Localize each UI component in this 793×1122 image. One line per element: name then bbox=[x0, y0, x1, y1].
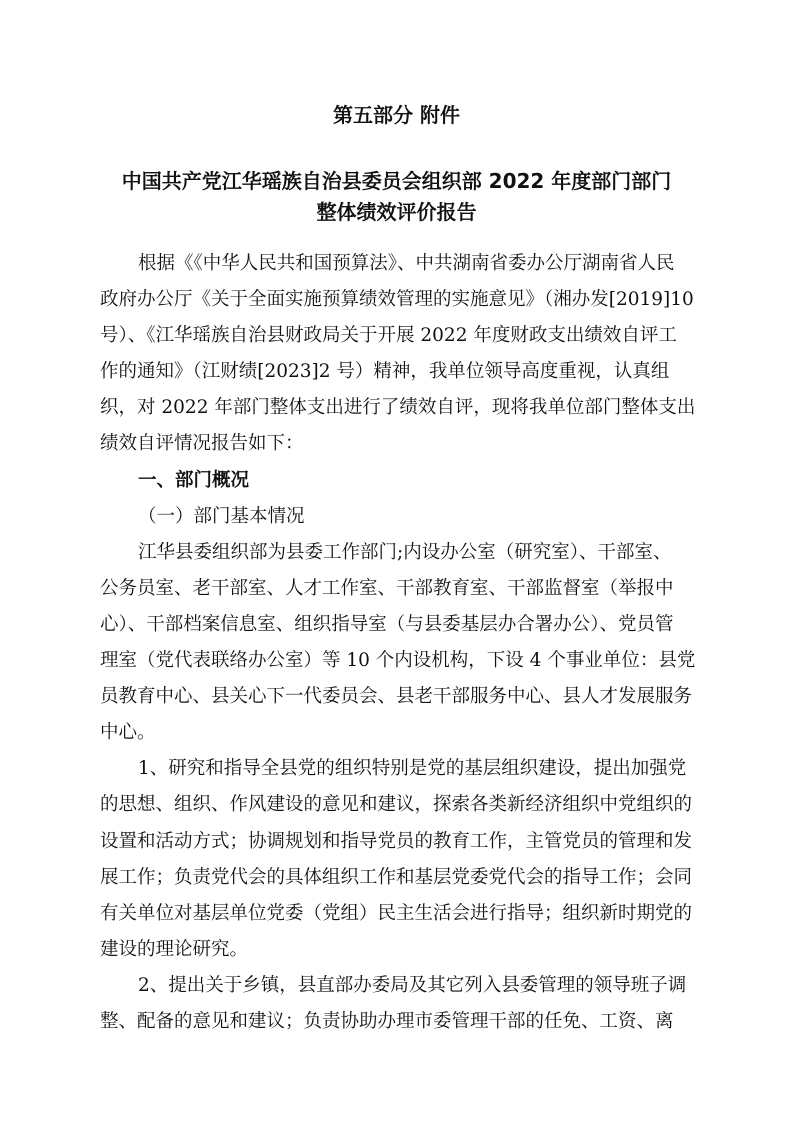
subsection-heading-basic-info: （一）部门基本情况 bbox=[138, 505, 305, 527]
document-body bbox=[100, 246, 700, 1040]
paragraph-line: 政府办公厅《关于全面实施预算绩效管理的实施意见》（湘办发[2019]10 bbox=[100, 289, 694, 311]
document-title-line-2: 整体绩效评价报告 bbox=[316, 200, 477, 224]
paragraph-line: 织，对 2022 年部门整体支出进行了绩效自评，现将我单位部门整体支出 bbox=[100, 397, 696, 419]
paragraph-line: 的思想、组织、作风建设的意见和建议，探索各类新经济组织中党组织的 bbox=[100, 794, 693, 816]
section-title: 第五部分 附件 bbox=[333, 103, 460, 127]
paragraph-line: 绩效自评情况报告如下： bbox=[100, 433, 304, 455]
document-title bbox=[100, 166, 693, 228]
document-title-line-1: 中国共产党江华瑶族自治县委员会组织部 2022 年度部门部门 bbox=[121, 169, 672, 193]
paragraph-line: 作的通知》（江财绩[2023]2 号）精神，我单位领导高度重视，认真组 bbox=[100, 361, 670, 383]
paragraph-line: 建设的理论研究。 bbox=[100, 938, 249, 960]
paragraph-line: 员教育中心、县关心下一代委员会、县老干部服务中心、县人才发展服务 bbox=[100, 686, 693, 708]
paragraph-line: 理室（党代表联络办公室）等 10 个内设机构，下设 4 个事业单位：县党 bbox=[100, 650, 696, 672]
paragraph-line: 江华县委组织部为县委工作部门;内设办公室（研究室）、干部室、 bbox=[138, 541, 672, 563]
paragraph-line: 展工作；负责党代会的具体组织工作和基层党委党代会的指导工作；会同 bbox=[100, 866, 693, 888]
paragraph-line: 设置和活动方式；协调规划和指导党员的教育工作，主管党员的管理和发 bbox=[100, 830, 693, 852]
section-heading-overview: 一、部门概况 bbox=[138, 469, 250, 491]
paragraph-line: 中心。 bbox=[100, 722, 156, 744]
paragraph-line: 心）、干部档案信息室、组织指导室（与县委基层办合署办公）、党员管 bbox=[100, 613, 674, 635]
paragraph-line: 1、研究和指导全县党的组织特别是党的基层组织建设，提出加强党 bbox=[138, 758, 687, 780]
paragraph-line: 号）、《江华瑶族自治县财政局关于开展 2022 年度财政支出绩效自评工 bbox=[100, 325, 677, 347]
paragraph-line: 公务员室、老干部室、人才工作室、干部教育室、干部监督室（举报中 bbox=[100, 577, 674, 599]
paragraph-line: 有关单位对基层单位党委（党组）民主生活会进行指导；组织新时期党的 bbox=[100, 902, 693, 924]
paragraph-line: 整、配备的意见和建议；负责协助办理市委管理干部的任免、工资、离 bbox=[100, 1010, 674, 1032]
paragraph-line: 2、提出关于乡镇，县直部办委局及其它列入县委管理的领导班子调 bbox=[138, 974, 687, 996]
paragraph-line: 根据《《中华人民共和国预算法》、中共湖南省委办公厅湖南省人民 bbox=[138, 253, 675, 274]
